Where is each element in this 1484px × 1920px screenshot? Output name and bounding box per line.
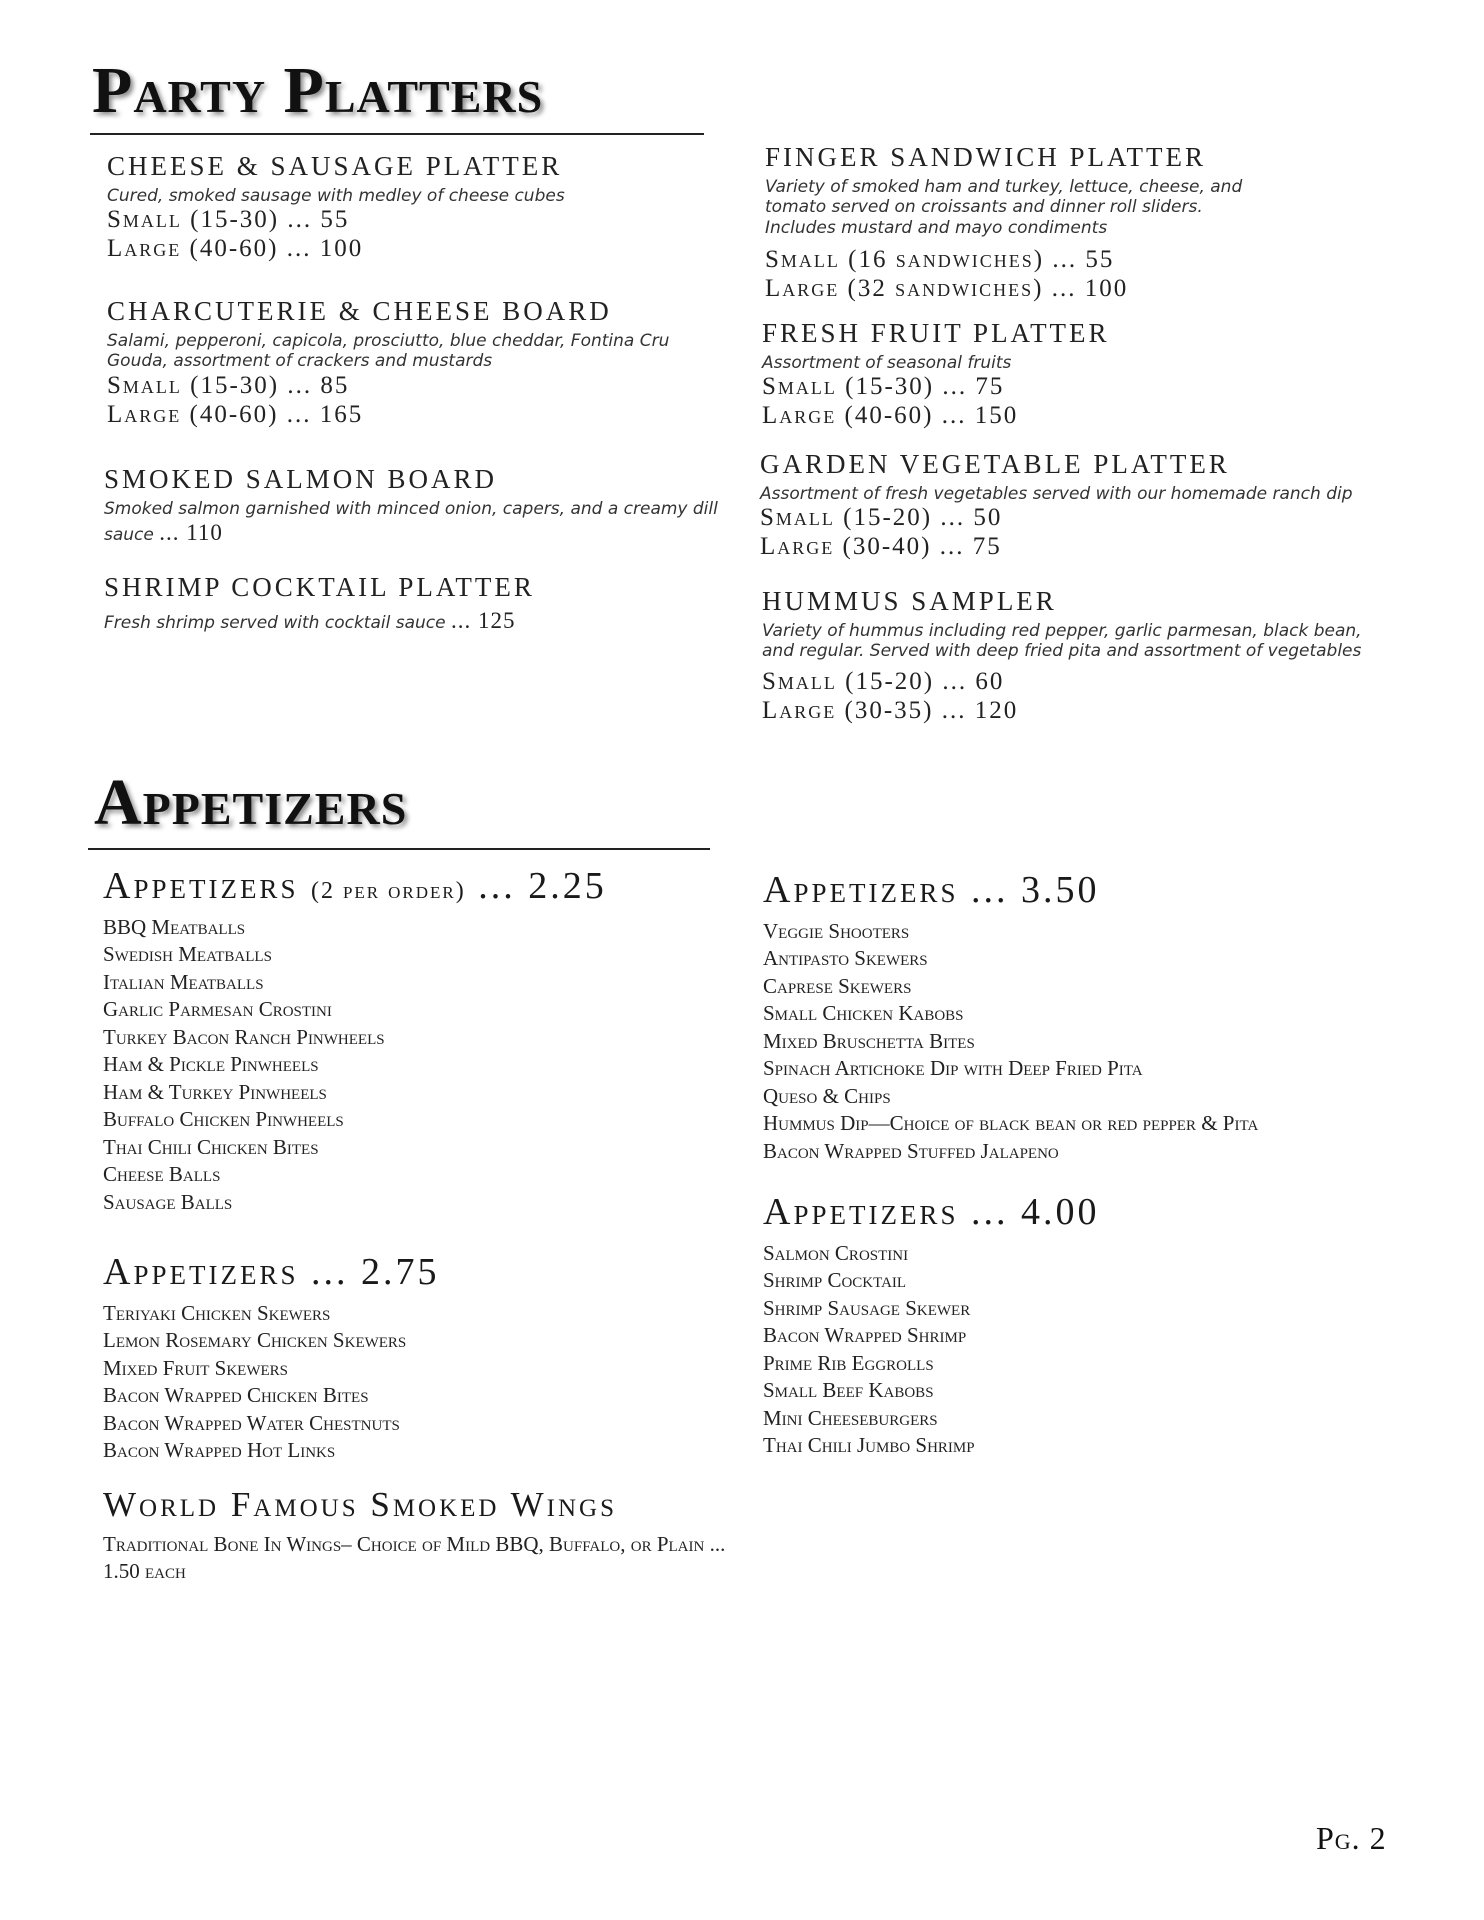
- size-small: Small (15-20) ... 60: [762, 667, 1005, 695]
- party-platters-title: Party Platters: [92, 54, 544, 127]
- platter-name: SMOKED SALMON BOARD: [104, 464, 498, 494]
- group-heading: Appetizers ... 4.00: [763, 1191, 1100, 1233]
- appetizer-item: Bacon Wrapped Chicken Bites: [103, 1383, 369, 1408]
- platter-name: SHRIMP COCKTAIL PLATTER: [104, 572, 535, 602]
- group-heading: Appetizers ... 3.50: [763, 869, 1100, 911]
- group-heading: Appetizers ... 2.75: [103, 1251, 440, 1293]
- appetizer-item: Garlic Parmesan Crostini: [103, 997, 332, 1022]
- size-large: Large (40-60) ... 100: [107, 235, 364, 263]
- size-small: Small (15-20) ... 50: [760, 504, 1003, 532]
- platter-description: Variety of hummus including red pepper, garlic parmesan, black bean, and regular. Served with deep fried pita and assortment of vegetables: [762, 621, 1362, 662]
- appetizer-item: Small Beef Kabobs: [763, 1378, 934, 1403]
- platter-name: CHARCUTERIE & CHEESE BOARD: [107, 296, 612, 326]
- appetizer-item: Ham & Turkey Pinwheels: [103, 1079, 327, 1104]
- size-large: Large (40-60) ... 150: [762, 402, 1019, 430]
- appetizer-item: Ham & Pickle Pinwheels: [103, 1052, 319, 1077]
- platter-description: Fresh shrimp served with cocktail sauce ... 125: [104, 608, 516, 634]
- platter-description: Variety of smoked ham and turkey, lettuce, cheese, and tomato served on croissants and dinner roll sliders. Includes mustard and mayo condiments: [765, 177, 1243, 238]
- appetizer-item: Thai Chili Chicken Bites: [103, 1134, 319, 1159]
- appetizer-list: [763, 1240, 1099, 1460]
- platter-smoked-salmon: [104, 464, 724, 547]
- wings-section: [103, 1486, 743, 1585]
- appetizer-item: Caprese Skewers: [763, 973, 912, 998]
- size-large: Large (32 sandwiches) ... 100: [765, 274, 1129, 302]
- size-small: Small (16 sandwiches) ... 55: [765, 246, 1115, 274]
- platter-name: HUMMUS SAMPLER: [762, 586, 1057, 616]
- platter-name: GARDEN VEGETABLE PLATTER: [760, 449, 1230, 479]
- platter-hummus-sampler: [762, 586, 1402, 725]
- appetizer-item: Bacon Wrapped Hot Links: [103, 1438, 336, 1463]
- platter-description: Salami, pepperoni, capicola, prosciutto, blue cheddar, Fontina Cru Gouda, assortment of crackers and mustards: [107, 331, 670, 372]
- appetizer-item: Turkey Bacon Ranch Pinwheels: [103, 1024, 385, 1049]
- group-heading: Appetizers (2 per order) ... 2.25: [103, 865, 607, 907]
- appetizer-item: Bacon Wrapped Water Chestnuts: [103, 1410, 400, 1435]
- appetizers-group-350: [763, 870, 1258, 1165]
- wings-heading: World Famous Smoked Wings: [103, 1485, 617, 1524]
- appetizer-item: Shrimp Cocktail: [763, 1268, 907, 1293]
- platter-name: CHEESE & SAUSAGE PLATTER: [107, 151, 563, 181]
- platter-description: Smoked salmon garnished with minced onion, capers, and a creamy dill sauce ... 110: [104, 499, 718, 546]
- appetizer-item: Buffalo Chicken Pinwheels: [103, 1107, 344, 1132]
- appetizer-item: Mixed Bruschetta Bites: [763, 1028, 975, 1053]
- appetizer-item: Salmon Crostini: [763, 1240, 909, 1265]
- platter-name: FINGER SANDWICH PLATTER: [765, 142, 1207, 172]
- appetizer-item: Lemon Rosemary Chicken Skewers: [103, 1328, 407, 1353]
- wings-description: Traditional Bone In Wings– Choice of Mild BBQ, Buffalo, or Plain ... 1.50 each: [103, 1531, 726, 1583]
- appetizers-group-400: [763, 1192, 1099, 1460]
- appetizer-item: Mixed Fruit Skewers: [103, 1355, 289, 1380]
- platter-description: Assortment of fresh vegetables served with our homemade ranch dip: [760, 484, 1353, 505]
- size-small: Small (15-30) ... 75: [762, 373, 1005, 401]
- appetizer-item: Veggie Shooters: [763, 918, 910, 943]
- appetizer-item: Teriyaki Chicken Skewers: [103, 1300, 331, 1325]
- platter-garden-vegetable: [760, 449, 1400, 562]
- appetizer-item: Antipasto Skewers: [763, 946, 928, 971]
- platter-name: FRESH FRUIT PLATTER: [762, 318, 1110, 348]
- size-large: Large (30-40) ... 75: [760, 533, 1002, 561]
- appetizers-group-225: [103, 866, 607, 1216]
- appetizer-item: Mini Cheeseburgers: [763, 1405, 938, 1430]
- platter-shrimp-cocktail: [104, 572, 724, 635]
- appetizer-list: [103, 1300, 439, 1465]
- platter-description: Cured, smoked sausage with medley of cheese cubes: [107, 186, 565, 207]
- appetizer-list: [103, 914, 607, 1217]
- platter-charcuterie: [107, 296, 727, 429]
- appetizers-title: Appetizers: [94, 766, 408, 839]
- appetizer-item: Queso & Chips: [763, 1083, 891, 1108]
- platter-description: Assortment of seasonal fruits: [762, 353, 1012, 374]
- size-small: Small (15-30) ... 85: [107, 371, 350, 399]
- appetizer-item: Spinach Artichoke Dip with Deep Fried Pita: [763, 1056, 1143, 1081]
- appetizer-item: Bacon Wrapped Stuffed Jalapeno: [763, 1138, 1059, 1163]
- appetizer-item: Cheese Balls: [103, 1162, 221, 1187]
- appetizer-item: Swedish Meatballs: [103, 942, 272, 967]
- platter-fresh-fruit: [762, 318, 1402, 431]
- appetizer-item: Sausage Balls: [103, 1189, 233, 1214]
- page-number: Pg. 2: [1316, 1820, 1387, 1856]
- platter-price: ... 125: [450, 608, 516, 634]
- appetizer-list: [763, 918, 1258, 1166]
- appetizers-divider: [88, 848, 710, 850]
- size-large: Large (40-60) ... 165: [107, 400, 364, 428]
- appetizer-item: Prime Rib Eggrolls: [763, 1350, 934, 1375]
- appetizer-item: Thai Chili Jumbo Shrimp: [763, 1433, 975, 1458]
- appetizer-item: BBQ Meatballs: [103, 914, 246, 939]
- party-platters-divider: [90, 133, 704, 135]
- platter-finger-sandwich: [765, 142, 1405, 304]
- platter-price: ... 110: [159, 520, 223, 546]
- appetizer-item: Small Chicken Kabobs: [763, 1001, 964, 1026]
- appetizer-item: Hummus Dip—Choice of black bean or red pepper & Pita: [763, 1111, 1259, 1136]
- size-small: Small (15-30) ... 55: [107, 206, 350, 234]
- appetizer-item: Italian Meatballs: [103, 969, 264, 994]
- appetizer-item: Bacon Wrapped Shrimp: [763, 1323, 967, 1348]
- appetizer-item: Shrimp Sausage Skewer: [763, 1295, 971, 1320]
- size-large: Large (30-35) ... 120: [762, 696, 1019, 724]
- platter-cheese-sausage: [107, 151, 727, 264]
- appetizers-group-275: [103, 1252, 439, 1465]
